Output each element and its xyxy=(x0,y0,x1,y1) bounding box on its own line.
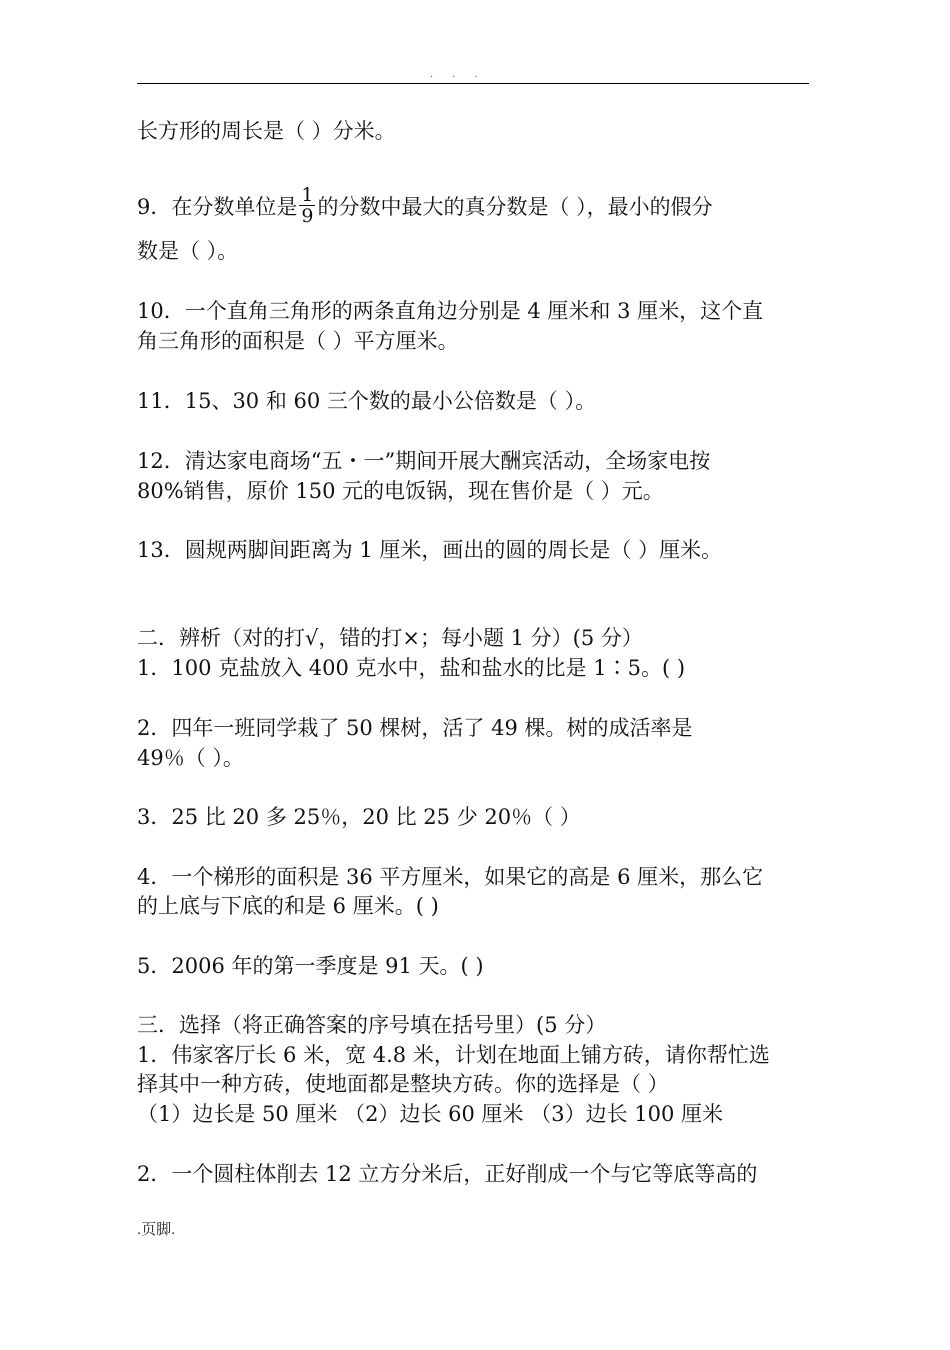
fraction-one-ninth xyxy=(299,185,315,226)
choice-question-1-line-1: 1．伟家客厅长 6 米，宽 4.8 米，计划在地面上铺方砖，请你帮忙选 xyxy=(137,1043,770,1067)
page-header: . . . xyxy=(430,68,486,80)
judge-question-1: 1．100 克盐放入 400 克水中，盐和盐水的比是 1∶5。( ) xyxy=(137,656,686,680)
judge-question-2-line-1: 2．四年一班同学栽了 50 棵树，活了 49 棵。树的成活率是 xyxy=(137,716,693,740)
section-3-heading: 三．选择（将正确答案的序号填在括号里）(5 分） xyxy=(137,1013,607,1037)
judge-question-4-line-2: 的上底与下底的和是 6 厘米。( ) xyxy=(137,894,439,918)
judge-question-3: 3．25 比 20 多 25％，20 比 25 少 20％（ ） xyxy=(137,805,581,829)
choice-question-2-line-1: 2．一个圆柱体削去 12 立方分米后，正好削成一个与它等底等高的 xyxy=(137,1162,758,1186)
question-8-continuation: 长方形的周长是（ ）分米。 xyxy=(137,119,396,143)
judge-question-2-line-2: 49％（ ）。 xyxy=(137,746,244,770)
choice-question-1-options: （1）边长是 50 厘米 （2）边长 60 厘米 （3）边长 100 厘米 xyxy=(137,1102,724,1126)
question-9-text-b: 的分数中最大的真分数是（ ），最小的假分 xyxy=(317,195,713,219)
page-footer: .页脚. xyxy=(137,1221,176,1238)
question-12-line-1: 12．清达家电商场“五・一”期间开展大酬宾活动，全场家电按 xyxy=(137,449,711,473)
question-10-line-1: 10．一个直角三角形的两条直角边分别是 4 厘米和 3 厘米，这个直 xyxy=(137,299,764,323)
fraction-denominator: 9 xyxy=(301,205,314,227)
section-2-heading: 二．辨析（对的打√，错的打×；每小题 1 分）(5 分） xyxy=(137,626,643,650)
judge-question-4-line-1: 4．一个梯形的面积是 36 平方厘米，如果它的高是 6 厘米，那么它 xyxy=(137,865,764,889)
header-rule xyxy=(137,83,809,84)
question-9-text-a: 9．在分数单位是 xyxy=(137,195,298,219)
question-9-line-1 xyxy=(137,184,713,229)
question-10-line-2: 角三角形的面积是（ ）平方厘米。 xyxy=(137,329,459,353)
choice-question-1-line-2: 择其中一种方砖，使地面都是整块方砖。你的选择是（ ） xyxy=(137,1072,669,1096)
question-13: 13．圆规两脚间距离为 1 厘米，画出的圆的周长是（ ）厘米。 xyxy=(137,538,723,562)
question-12-line-2: 80%销售，原价 150 元的电饭锅，现在售价是（ ）元。 xyxy=(137,479,664,503)
fraction-numerator: 1 xyxy=(301,184,314,206)
question-11: 11．15、30 和 60 三个数的最小公倍数是（ ）。 xyxy=(137,389,597,413)
question-9-line-2: 数是（ ）。 xyxy=(137,239,239,263)
judge-question-5: 5．2006 年的第一季度是 91 天。( ) xyxy=(137,954,484,978)
